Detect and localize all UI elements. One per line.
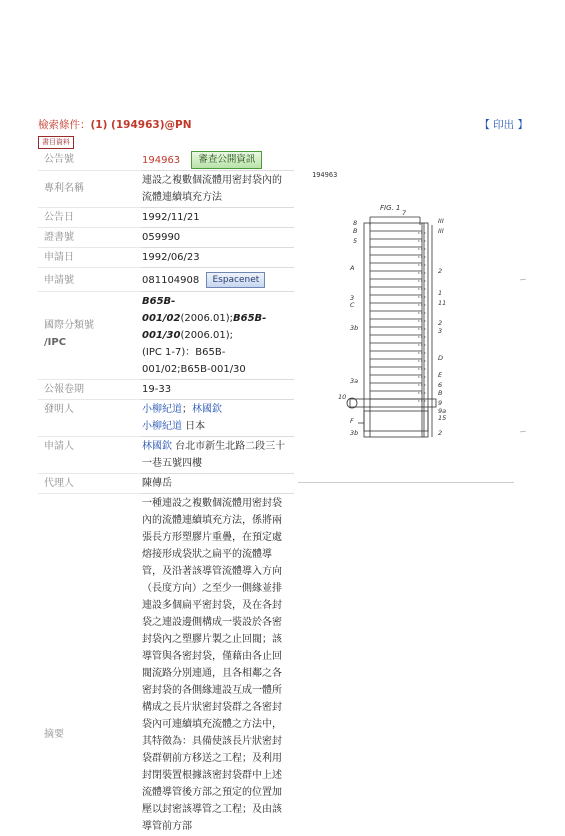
drawing-ref-label: 11 (438, 299, 446, 307)
application-no-value: 081104908 (142, 275, 199, 286)
ipc-code-2: B65B-001/30 (142, 313, 266, 341)
drawing-ref-label: D (438, 354, 443, 362)
announcement-no-value: 194963 (142, 155, 180, 166)
row-announcement-no (38, 150, 294, 171)
inventor-country: 日本 (182, 421, 205, 432)
tab-bibliographic[interactable]: 書目資料 (38, 136, 74, 149)
field-label: 專利名稱 (38, 171, 141, 208)
field-label: 公告日 (38, 208, 141, 228)
query-label: 檢索條件： (38, 119, 91, 131)
row-agent (38, 474, 294, 494)
drawing-ref-label: III (438, 227, 444, 235)
drawing-ref-label: 2 (438, 319, 442, 327)
drawing-ref-label: 3a (350, 377, 358, 385)
bibliographic-table (38, 150, 294, 836)
field-label: 公報卷期 (38, 380, 141, 400)
drawing-ref-label: 8 (353, 219, 357, 227)
ipc-code-1: B65B-001/02 (142, 296, 180, 324)
drawing-divider (298, 482, 514, 483)
review-info-button[interactable]: 審查公開資訊 (191, 151, 262, 169)
row-application-date (38, 248, 294, 268)
print-link[interactable]: 【 印出 】 (479, 117, 528, 132)
drawing-ref-label: 3b (350, 429, 358, 437)
row-applicant (38, 437, 294, 474)
field-label: 代理人 (38, 474, 141, 494)
field-label: 國際分類號 (44, 317, 140, 334)
drawing-ref-label: 5 (353, 237, 357, 245)
field-label: 公告號 (38, 150, 141, 171)
drawing-ref-label: B (353, 227, 358, 235)
drawing-ref-label: 7 (402, 209, 407, 217)
drawing-doc-no: 194963 (312, 171, 337, 179)
patent-title-value: 連設之複數個流體用密封袋內的流體連續填充方法 (141, 171, 294, 208)
certificate-no-value: 059990 (141, 228, 294, 248)
query-value: (1) (194963)@PN (91, 119, 192, 131)
drawing-ref-label: E (438, 371, 443, 379)
drawing-ref-label: 1 (438, 289, 442, 297)
drawing-ref-label: 2 (438, 429, 442, 437)
row-ipc (38, 292, 294, 380)
field-label: 申請日 (38, 248, 141, 268)
patent-drawing (298, 155, 530, 480)
row-inventors (38, 400, 294, 437)
drawing-ref-label: F (350, 417, 354, 425)
gazette-value: 19-33 (141, 380, 294, 400)
inventor-separator: ； (182, 404, 192, 415)
row-abstract (38, 494, 294, 836)
row-application-no (38, 268, 294, 292)
field-label: 申請號 (38, 268, 141, 292)
application-date-value: 1992/06/23 (141, 248, 294, 268)
abstract-value: 一種連設之複數個流體用密封袋內的流體連續填充方法，係將兩張長方形塑膠片重疊，在預定處熔接形成袋狀之扁平的流體導管，及沿著該導管流體導入方向（長度方向）之至少一側緣並排連設多個扁平密封袋，及在各封袋之連設邊側構成一裝設於各密封袋內之塑膠片製之止回閥；該導管與各密封袋，僅藉由各止回閥流路分別連通，且各相鄰之各密封袋的各側緣連設互成一體所構成之長片狀密封袋群之各密封袋內可連續填充流體之方法中，其特徵為：具備使該長片狀密封袋群朝前方移送之工程；及利用封閉裝置根據該密封袋群中上述流體導管後方部之預定的位置加壓以封密該導管之工程；及由該導管前方部 (141, 494, 294, 836)
ipc-version-1: (2006.01); (180, 313, 233, 324)
row-title (38, 171, 294, 208)
announcement-date-value: 1992/11/21 (141, 208, 294, 228)
ipc-label: /IPC (44, 334, 140, 351)
drawing-ref-label: 6 (438, 381, 442, 389)
field-label: 申請人 (38, 437, 141, 474)
drawing-fig-label: FIG. 1 (380, 204, 400, 212)
drawing-ref-label: 2 (438, 267, 442, 275)
drawing-ref-label: A (349, 264, 354, 272)
drawing-ref-label: 3 (350, 294, 354, 302)
drawing-ref-label: 9 (438, 399, 442, 407)
field-label: 摘要 (38, 494, 141, 836)
drawing-ref-label: 9a (438, 407, 446, 415)
agent-value: 陳傳岳 (141, 474, 294, 494)
field-label: 發明人 (38, 400, 141, 437)
field-label: 證書號 (38, 228, 141, 248)
drawing-ref-label: 3 (438, 327, 442, 335)
drawing-ref-label: 10 (338, 393, 346, 401)
espacenet-button[interactable]: Espacenet (206, 272, 265, 288)
drawing-ref-label: C (350, 301, 355, 309)
ipc-version-2: (2006.01); (180, 330, 233, 341)
row-announcement-date (38, 208, 294, 228)
drawing-ref-label: 15 (438, 414, 446, 422)
inventor-link[interactable]: 林國欽 (192, 404, 222, 415)
drawing-ref-label: B (438, 389, 443, 397)
inventor-link[interactable]: 小柳紀道 (142, 421, 182, 432)
row-gazette (38, 380, 294, 400)
drawing-ref-label: 3b (350, 324, 358, 332)
ipc17-value: (IPC 1-7)：B65B-001/02;B65B-001/30 (142, 344, 290, 378)
query-bar (38, 117, 528, 133)
drawing-ref-label: III (438, 217, 444, 225)
inventor-link[interactable]: 小柳紀道 (142, 404, 182, 415)
applicant-link[interactable]: 林國欽 (142, 441, 172, 452)
row-certificate-no (38, 228, 294, 248)
applicant-address: 台北市新生北路二段三十一巷五號四樓 (142, 441, 285, 469)
